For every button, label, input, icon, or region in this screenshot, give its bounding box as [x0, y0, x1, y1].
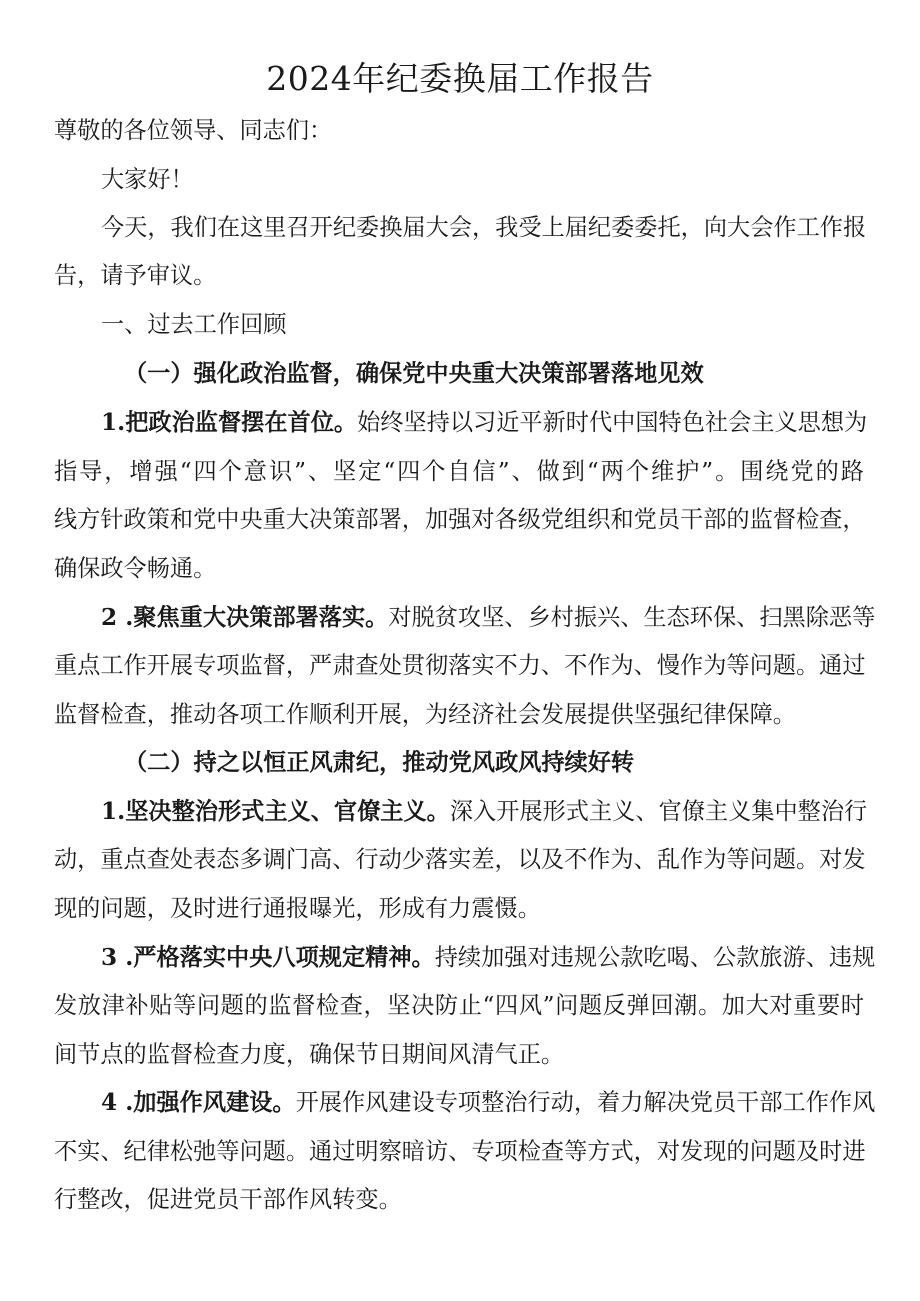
- paragraph-text: 开展作风建设专项整治行动，着力解决党员干部工作作风: [295, 1089, 876, 1116]
- paragraph-line: 行整改，促进党员干部作风转变。: [54, 1186, 402, 1213]
- document-title: 2024年纪委换届工作报告: [266, 59, 654, 98]
- paragraph-text: 持续加强对违规公款吃喝、公款旅游、违规: [434, 944, 876, 971]
- paragraph-text: 深入开展形式主义、官僚主义集中整治行: [449, 798, 868, 825]
- paragraph-line: 线方针政策和党中央重大决策部署，加强对各级党组织和党员干部的监督检查，: [54, 506, 866, 533]
- paragraph-line: 间节点的监督检查力度，确保节日期间风清气正。: [54, 1041, 565, 1068]
- paragraph-line: 动，重点查处表态多调门高、行动少落实差，以及不作为、乱作为等问题。对发: [54, 846, 866, 873]
- paragraph-lead: 3 .严格落实中央八项规定精神。: [101, 944, 435, 971]
- paragraph-line: [101, 598, 876, 638]
- subsection-1-heading: （一）强化政治监督，确保党中央重大决策部署落地见效: [124, 360, 704, 387]
- salutation: 尊敬的各位领导、同志们：: [54, 117, 333, 144]
- paragraph-lead: 4 .加强作风建设。: [101, 1089, 296, 1116]
- intro-line-2: 告，请予审议。: [54, 262, 217, 289]
- greeting: 大家好！: [101, 166, 194, 193]
- paragraph-lead: 1.坚决整治形式主义、官僚主义。: [101, 798, 450, 825]
- paragraph-line: [101, 938, 876, 978]
- paragraph-line: [101, 1083, 876, 1123]
- paragraph-line: 发放津补贴等问题的监督检查，坚决防止“四风”问题反弹回潮。加大对重要时: [54, 992, 864, 1019]
- paragraph-lead: 2 .聚焦重大决策部署落实。: [101, 604, 389, 631]
- paragraph-line: 重点工作开展专项监督，严肃查处贯彻落实不力、不作为、慢作为等问题。通过: [54, 652, 866, 679]
- subsection-2-heading: （二）持之以恒正风肃纪，推动党风政风持续好转: [124, 749, 635, 776]
- paragraph-text: 始终坚持以习近平新时代中国特色社会主义思想为: [357, 409, 868, 436]
- paragraph-line: [101, 792, 868, 832]
- paragraph-line: 现的问题，及时进行通报曝光，形成有力震慑。: [54, 895, 541, 922]
- paragraph-lead: 1.把政治监督摆在首位。: [101, 409, 358, 436]
- paragraph-line: 不实、纪律松弛等问题。通过明察暗访、专项检查等方式，对发现的问题及时进: [54, 1138, 866, 1165]
- intro-line-1: 今天，我们在这里召开纪委换届大会，我受上届纪委委托，向大会作工作报: [101, 214, 867, 241]
- section-1-heading: 一、过去工作回顾: [101, 311, 287, 338]
- paragraph-line: 监督检查，推动各项工作顺利开展，为经济社会发展提供坚强纪律保障。: [54, 701, 796, 728]
- paragraph-line: [101, 403, 868, 443]
- paragraph-text: 对脱贫攻坚、乡村振兴、生态环保、扫黑除恶等: [388, 604, 876, 631]
- paragraph-line: 确保政令畅通。: [54, 555, 217, 582]
- paragraph-line: 指导，增强“四个意识”、坚定“四个自信”、做到“两个维护”。围绕党的路: [54, 458, 864, 485]
